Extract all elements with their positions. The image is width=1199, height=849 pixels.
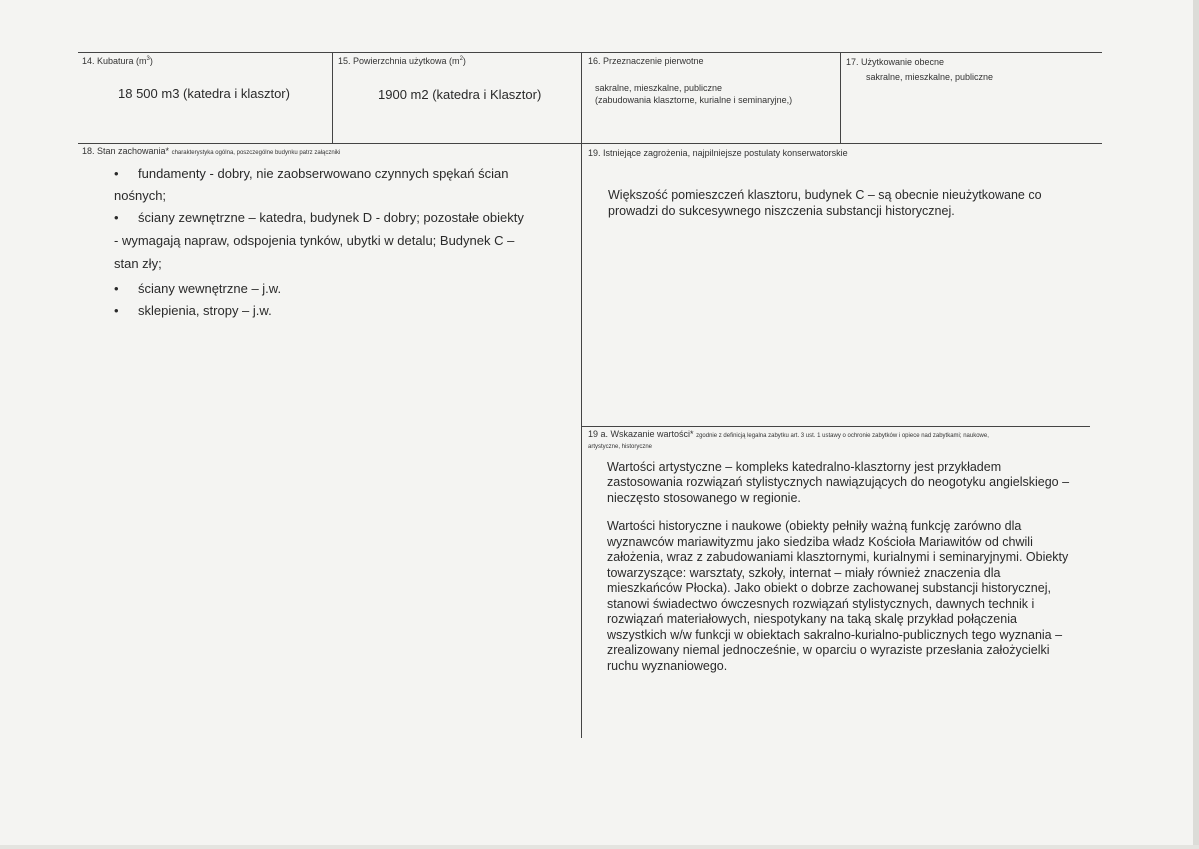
field16-label: 16. Przeznaczenie pierwotne bbox=[588, 56, 704, 66]
field18-label: 18. Stan zachowania* charakterystyka ogólna, poszczególne budynku patrz załączniki bbox=[82, 146, 341, 156]
field19a-note-line2: artystyczne, historyczne bbox=[588, 444, 653, 450]
field19-text-line1: Większość pomieszczeń klasztoru, budynek C – są obecnie nieużytkowane co bbox=[608, 188, 1042, 202]
row1-bottom-line bbox=[78, 143, 1102, 144]
field18-bullet-2: • ściany zewnętrzne – katedra, budynek D - dobry; pozostałe obiekty bbox=[114, 210, 524, 225]
field19a-para2-line7: rozwiązań materiałowych, niespotykany na taką skalę przykład połączenia bbox=[607, 612, 1017, 626]
field19a-para2-line3: założenia, wraz z zabudowaniami klasztornymi, kurialnymi i seminaryjnymi. Obiekty bbox=[607, 550, 1069, 564]
field19a-note-line1: zgodnie z definicją legalna zabytku art. 3 ust. 1 ustawy o ochronie zabytków i opiece nad zabytkami; naukowe, bbox=[696, 433, 989, 439]
top-border-line bbox=[78, 52, 1102, 53]
field15-label: 15. Powierzchnia użytkowa $(m^2)$ bbox=[338, 56, 466, 66]
field19a-para2-line4: towarzyszące: warsztaty, szkoły, internat – miały również znaczenia dla bbox=[607, 566, 1001, 580]
field18-bullet-1-cont: nośnych; bbox=[114, 188, 167, 203]
field18-bullet-4: • sklepienia, stropy – j.w. bbox=[114, 303, 272, 318]
scan-edge-right bbox=[1193, 0, 1199, 849]
field19a-para1-line2: zastosowania rozwiązań stylistycznych nawiązujących do neogotyku angielskiego – bbox=[607, 475, 1070, 489]
field19a-para2-line1: Wartości historyczne i naukowe (obiekty pełniły ważną funkcję zarówno dla bbox=[607, 519, 1022, 533]
divider-15-16 bbox=[581, 52, 582, 738]
field19a-para2-line9: zrealizowany niemal jednocześnie, w oparciu o wyraziste przesłania założycielki bbox=[607, 643, 1050, 657]
field18-note: charakterystyka ogólna, poszczególne budynku patrz załączniki bbox=[171, 150, 341, 156]
field19a-para2-line2: wyznawców mariawityzmu jako siedziba władz Kościoła Mariawitów od chwili bbox=[607, 535, 1033, 549]
scan-edge-bottom bbox=[0, 845, 1199, 849]
field19a-para2-line10: ruchu wyznaniowego. bbox=[607, 659, 728, 673]
field19a-label: 19 a. Wskazanie wartości* zgodnie z definicją legalna zabytku art. 3 ust. 1 ustawy o ochronie zabytków i opiece nad zabytkami; naukowe, bbox=[588, 429, 989, 439]
field17-value: sakralne, mieszkalne, publiczne bbox=[866, 72, 994, 82]
field15-value: 1900 m2 (katedra i Klasztor) bbox=[378, 87, 542, 102]
field16-value-line2: (zabudowania klasztorne, kurialne i seminaryjne,) bbox=[595, 95, 793, 105]
field19a-para2-line8: wszystkich w/w funkcji w obiektach sakralno-kurialno-publicznych tego wyznania – bbox=[607, 628, 1063, 642]
field18-bullet-2-cont2: stan zły; bbox=[114, 256, 162, 271]
section19a-top-line bbox=[582, 426, 1090, 427]
field14-label: 14. Kubatura $(m^3)$ bbox=[82, 56, 153, 66]
field19a-para1-line3: nieczęsto stosowanego w regionie. bbox=[607, 491, 801, 505]
field18-bullet-1: • fundamenty - dobry, nie zaobserwowano czynnych spękań ścian bbox=[114, 166, 509, 181]
field18-bullet-3: • ściany wewnętrzne – j.w. bbox=[114, 281, 282, 296]
field19a-para2-line6: stanowi świadectwo ówczesnych rozwiązań stylistycznych, dawnych technik i bbox=[607, 597, 1035, 611]
field19-label: 19. Istniejące zagrożenia, najpilniejsze postulaty konserwatorskie bbox=[588, 148, 848, 158]
field18-bullet-2-cont1: - wymagają napraw, odspojenia tynków, ubytki w detalu; Budynek C – bbox=[114, 233, 515, 248]
divider-16-17 bbox=[840, 52, 841, 143]
field17-label: 17. Użytkowanie obecne bbox=[846, 57, 945, 67]
divider-14-15 bbox=[332, 52, 333, 143]
field19-text-line2: prowadzi do sukcesywnego niszczenia substancji historycznej. bbox=[608, 204, 955, 218]
field19a-para2-line5: mieszkańców Płocka). Jako obiekt o dobrze zachowanej substancji historycznej, bbox=[607, 581, 1051, 595]
field14-value: 18 500 m3 (katedra i klasztor) bbox=[118, 86, 290, 101]
field16-value-line1: sakralne, mieszkalne, publiczne bbox=[595, 83, 723, 93]
field19a-para1-line1: Wartości artystyczne – kompleks katedralno-klasztorny jest przykładem bbox=[607, 460, 1002, 474]
